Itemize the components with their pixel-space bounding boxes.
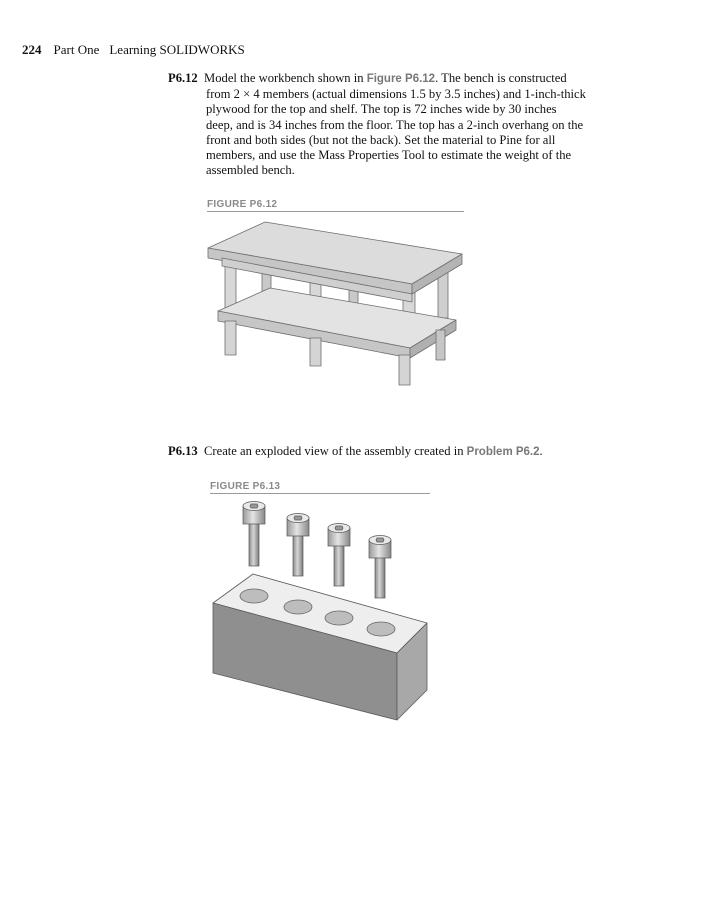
problem-text: . [539, 444, 543, 458]
workbench-illustration [200, 214, 470, 390]
figure-caption: FIGURE P6.12 [207, 199, 278, 210]
book-title: Learning SOLIDWORKS [109, 42, 245, 57]
page-number: 224 [22, 42, 42, 57]
figure-reference: Figure P6.12 [366, 73, 436, 85]
problem-p6-12 [168, 71, 628, 178]
caption-rule [207, 211, 464, 212]
figure-caption: FIGURE P6.13 [210, 481, 281, 492]
running-header [22, 42, 245, 58]
problem-reference: Problem P6.2 [466, 446, 540, 458]
problem-text: Create an exploded view of the assembly created in [204, 444, 467, 458]
problem-text-line: front and both sides (but not the back). Set the material to Pine for all [206, 132, 556, 147]
problem-text-line: deep, and is 34 inches from the floor. The top has a 2-inch overhang on the [206, 117, 584, 132]
problem-text-line: assembled bench. [206, 163, 295, 178]
problem-text: . The bench is constructed [435, 71, 567, 85]
problem-number: P6.13 [168, 444, 198, 458]
problem-text-line: plywood for the top and shelf. The top is 72 inches wide by 30 inches [206, 102, 557, 117]
caption-rule [210, 493, 430, 494]
problem-text-line: members, and use the Mass Properties Tool to estimate the weight of the [206, 148, 572, 163]
problem-text: Model the workbench shown in [204, 71, 367, 85]
problem-first-line [168, 71, 628, 87]
problem-number: P6.12 [168, 71, 198, 85]
exploded-assembly-illustration [205, 498, 435, 728]
problem-p6-13 [168, 444, 543, 460]
problem-text-line: from 2 × 4 members (actual dimensions 1.5 by 3.5 inches) and 1-inch-thick [206, 87, 586, 102]
part-label: Part One [53, 42, 100, 57]
